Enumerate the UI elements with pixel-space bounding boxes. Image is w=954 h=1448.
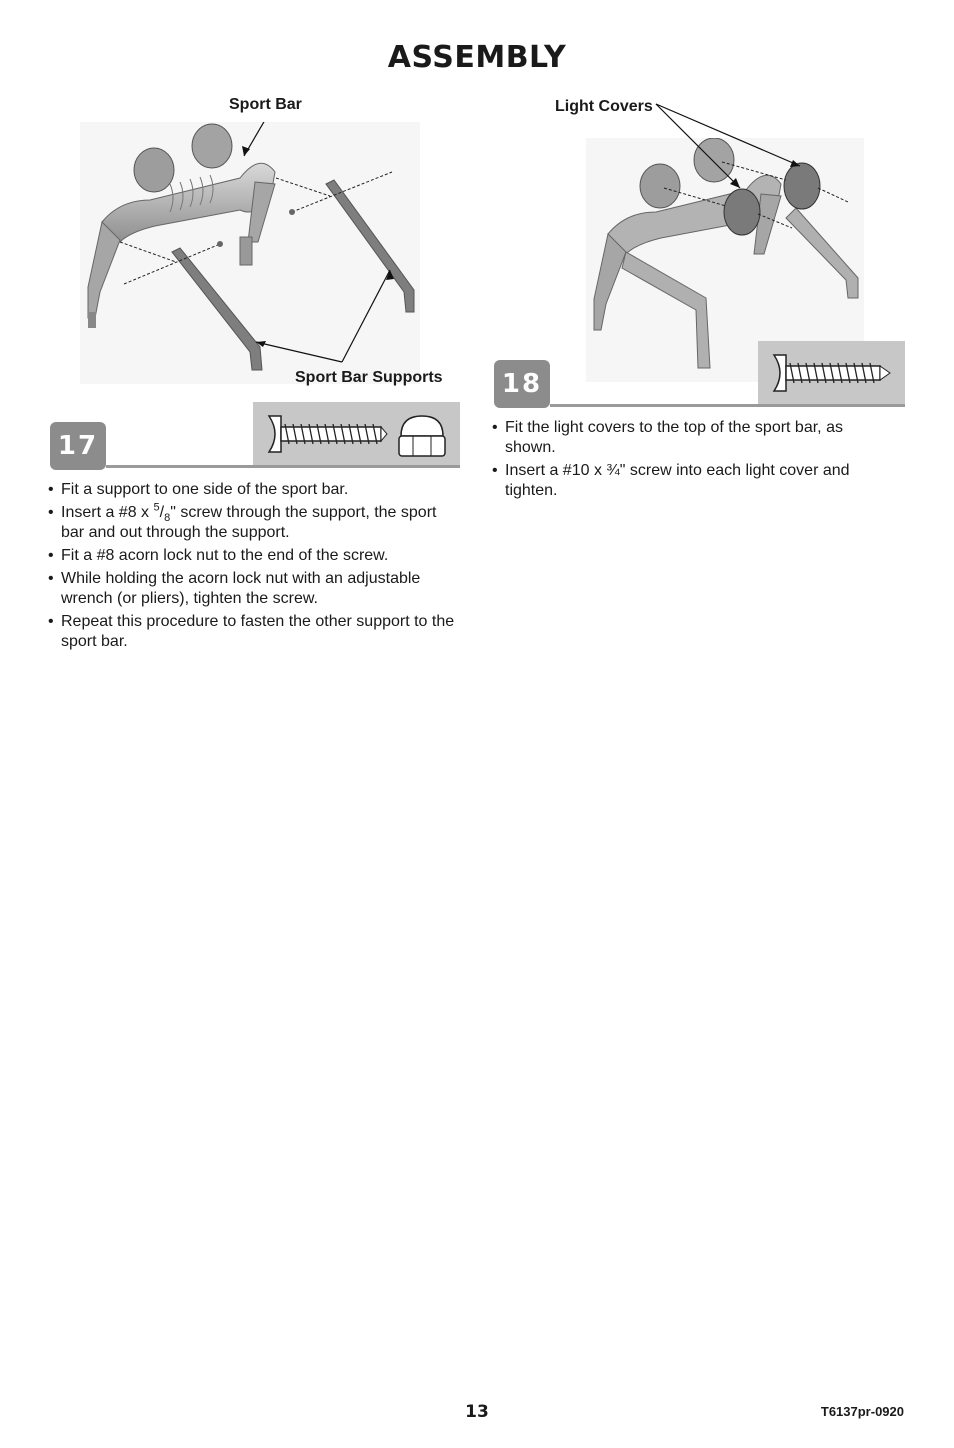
hardware-panel-18 xyxy=(758,341,905,405)
list-item: • Insert a #8 x $^5/_8$" screw through the support, the sport bar and out through the support. xyxy=(48,503,458,543)
label-sport-bar-supports: Sport Bar Supports xyxy=(295,369,443,386)
step-divider-17 xyxy=(106,465,460,468)
document-code: T6137pr-0920 xyxy=(820,1404,904,1419)
list-item: • Fit a support to one side of the sport bar. xyxy=(48,480,458,500)
step-18-instructions xyxy=(492,418,852,504)
list-item: • Fit the light covers to the top of the sport bar, as shown. xyxy=(492,418,852,458)
page-number: 13 xyxy=(465,1402,489,1422)
label-light-covers: Light Covers xyxy=(555,98,653,115)
screw-and-nut-icon xyxy=(253,402,460,466)
list-item: • Repeat this procedure to fasten the other support to the sport bar. xyxy=(48,612,458,652)
light-covers-arrows xyxy=(650,100,820,200)
page-title: ASSEMBLY xyxy=(387,40,567,75)
step-number-badge-17: 17 xyxy=(50,422,106,470)
screw-icon xyxy=(758,341,905,405)
step-divider-18 xyxy=(550,404,905,407)
hardware-panel-17 xyxy=(253,402,460,466)
label-sport-bar: Sport Bar xyxy=(229,96,302,113)
step-number-badge-18: 18 xyxy=(494,360,550,408)
sport-bar-drawing xyxy=(80,122,420,384)
step-17-instructions xyxy=(48,480,458,655)
list-item: • Insert a #10 x ¾" screw into each light cover and tighten. xyxy=(492,461,852,501)
sport-bar-illustration xyxy=(80,122,420,384)
list-item: • While holding the acorn lock nut with an adjustable wrench (or pliers), tighten the screw. xyxy=(48,569,458,609)
list-item: • Fit a #8 acorn lock nut to the end of the screw. xyxy=(48,546,458,566)
